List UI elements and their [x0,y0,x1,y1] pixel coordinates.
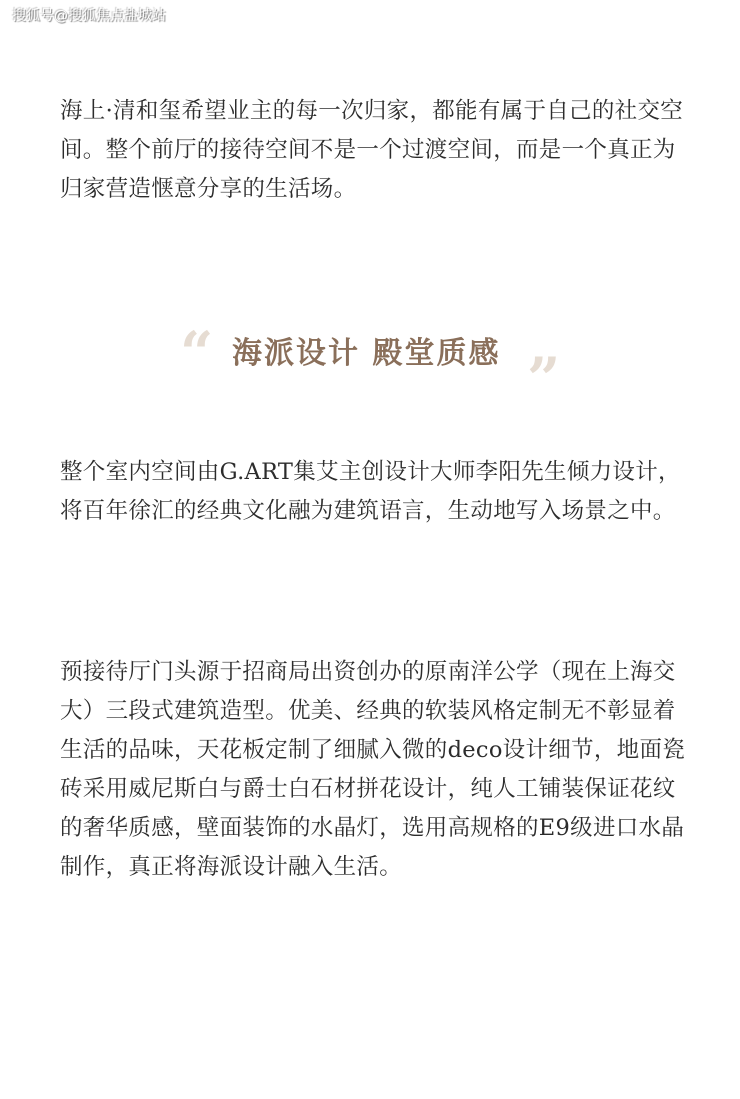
lobby-paragraph: 预接待厅门头源于招商局出资创办的原南洋公学（现在上海交大）三段式建筑造型。优美、经典的软装风格定制无不彰显着生活的品味，天花板定制了细腻入微的deco设计细节，地面瓷砖采用威尼斯白与爵士白石材拼花设计，纯人工铺装保证花纹的奢华质感，壁面装饰的水晶灯，选用高规格的E9级进口水晶制作，真正将海派设计融入生活。 [60,659,686,880]
section-heading-block [0,319,740,413]
intro-paragraph: 海上·清和玺希望业主的每一次归家，都能有属于自己的社交空间。整个前厅的接待空间不是一个过渡空间，而是一个真正为归家营造惬意分享的生活场。 [60,98,684,202]
design-paragraph: 整个室内空间由G.ART集艾主创设计大师李阳先生倾力设计，将百年徐汇的经典文化融为建筑语言，生动地写入场景之中。 [60,459,681,524]
close-quote-icon: ” [527,345,561,413]
section-heading: 海派设计 殿堂质感 [232,336,501,371]
watermark-text: 搜狐号@搜狐焦点盐城站 [12,8,166,24]
open-quote-icon: “ [180,319,214,387]
